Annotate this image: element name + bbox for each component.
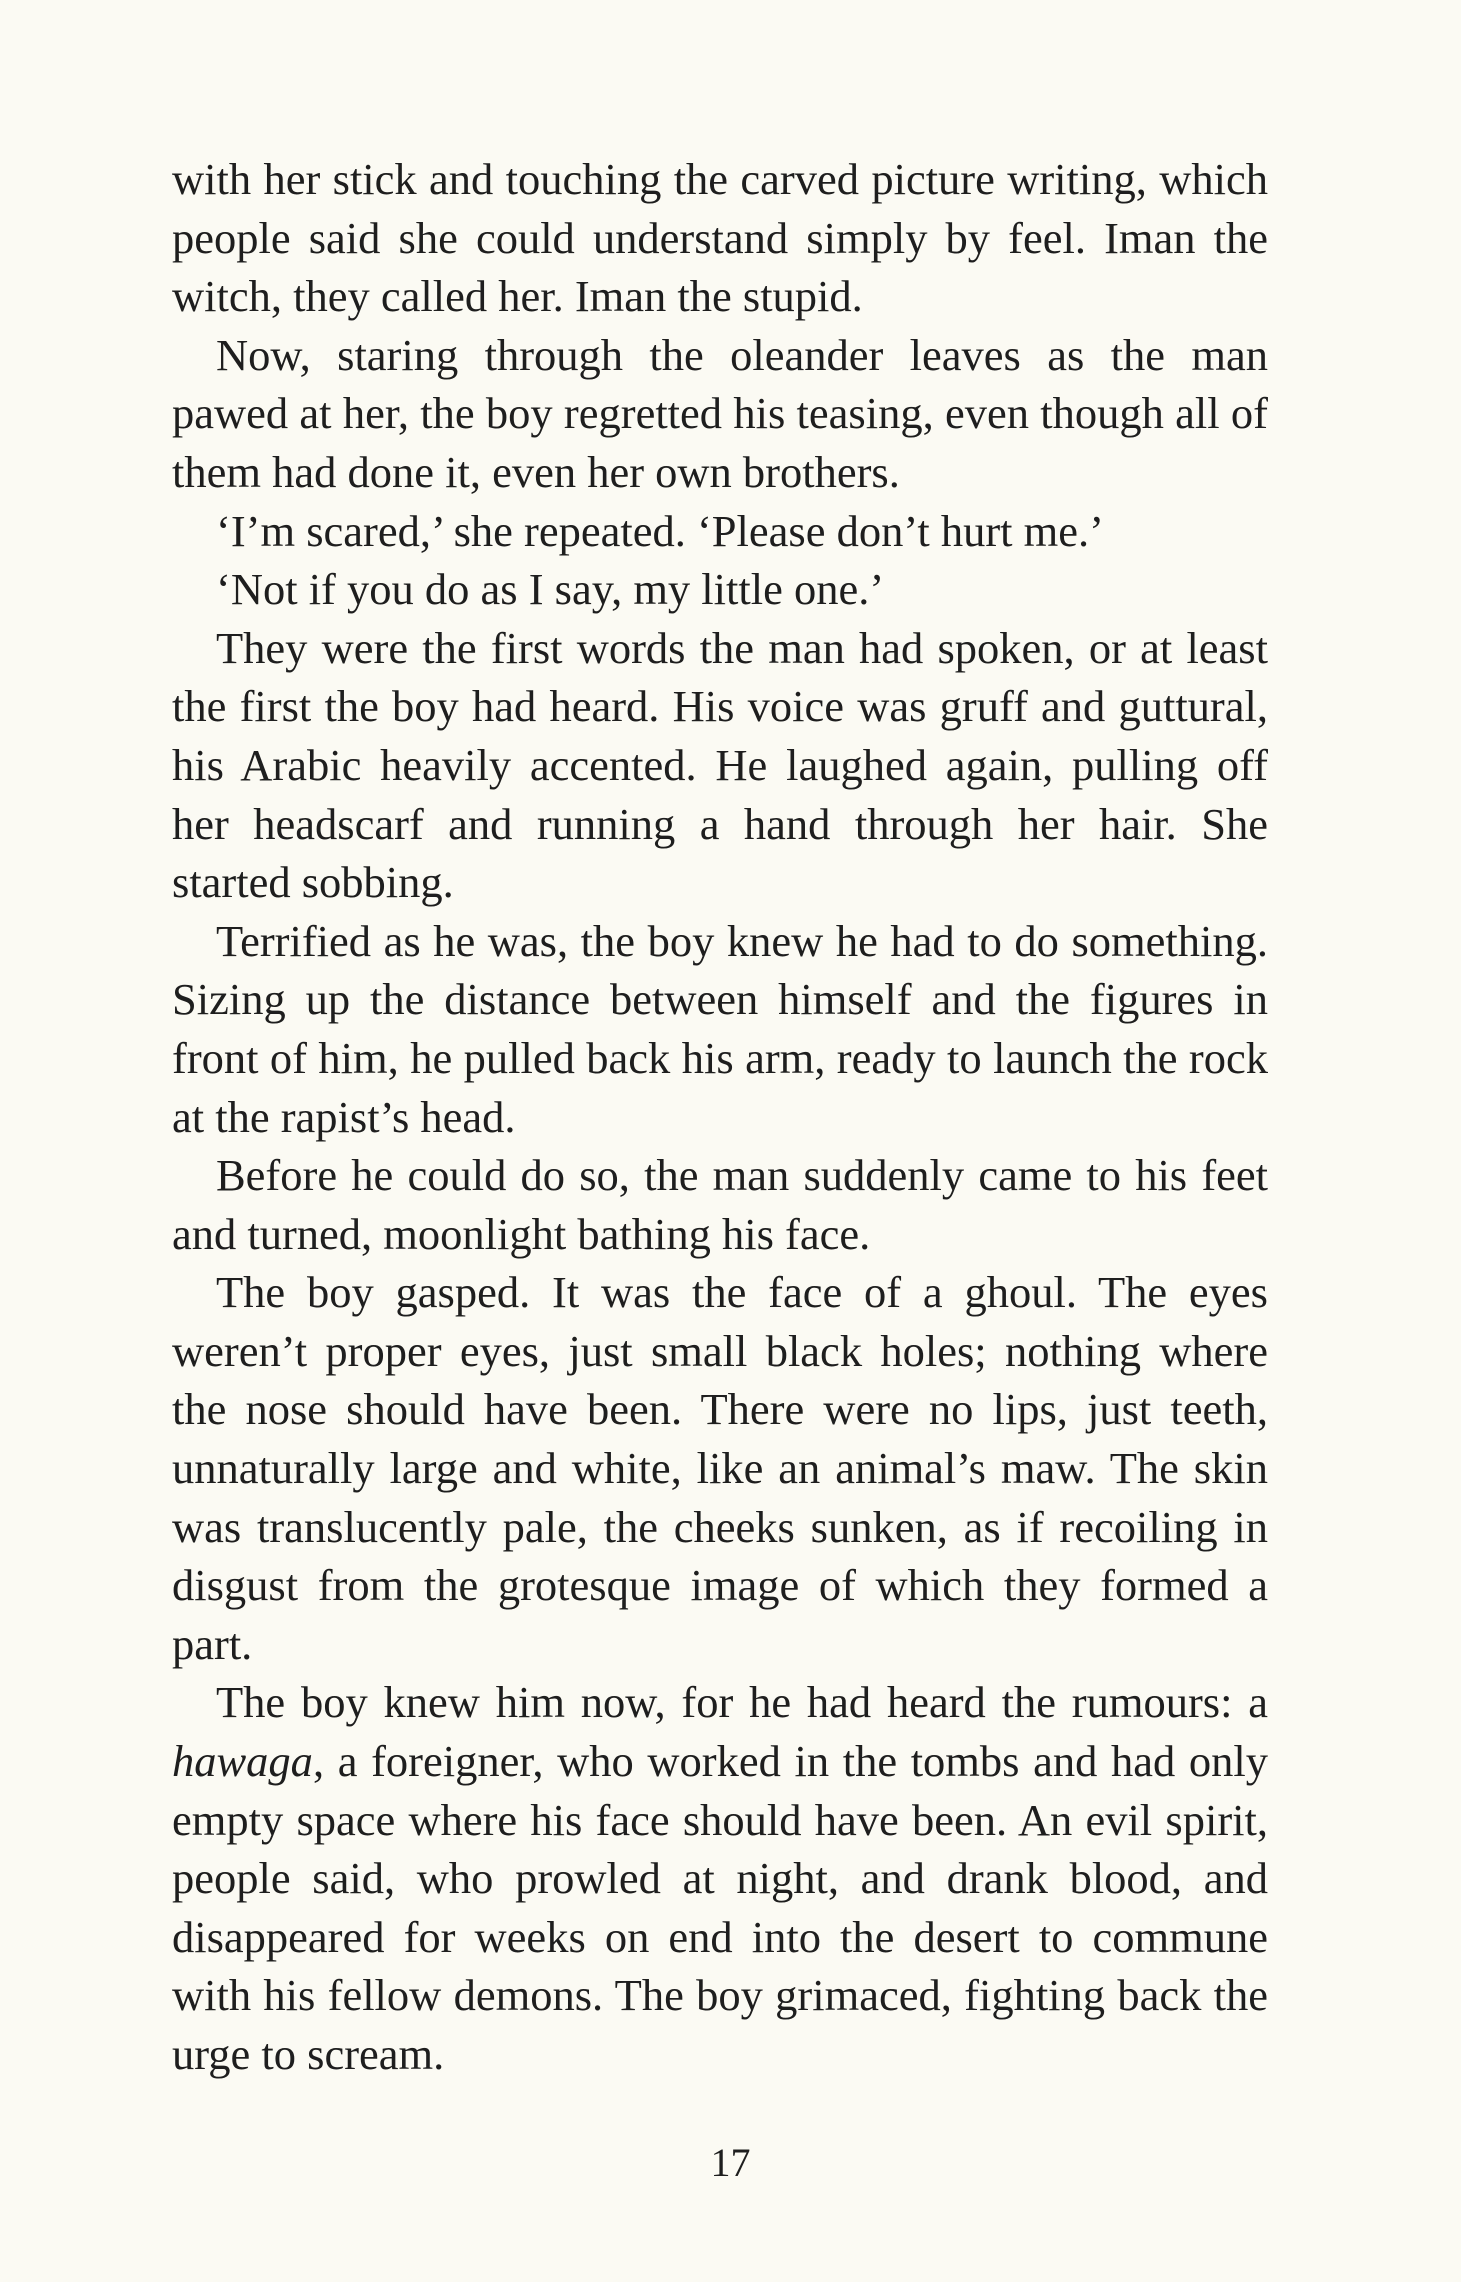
paragraph-9-end: , a foreigner, who worked in the tombs and had only empty space where his face should have been. An evil spirit, people said, who prowled at night, and drank blood, and disappeared for weeks on end into the desert to commune with his fellow demons. The boy grimaced, fighting back the urge to scream. bbox=[172, 1736, 1268, 2079]
body-text bbox=[172, 150, 1268, 2084]
paragraph-9 bbox=[172, 1673, 1268, 2083]
paragraph-5: They were the first words the man had spoken, or at least the first the boy had heard. His voice was gruff and guttural, his Arabic heavily accented. He laughed again, pulling off her headscarf and running a hand through her hair. She started sobbing. bbox=[172, 622, 1268, 908]
paragraph-4: ‘Not if you do as I say, my little one.’ bbox=[216, 564, 885, 615]
paragraph-2: Now, staring through the oleander leaves as the man pawed at her, the boy regretted his teasing, even though all of them had done it, even her own brothers. bbox=[172, 329, 1268, 497]
paragraph-7: Before he could do so, the man suddenly came to his feet and turned, moonlight bathing his face. bbox=[172, 1150, 1268, 1259]
page-number: 17 bbox=[710, 2140, 751, 2185]
paragraph-3: ‘I’m scared,’ she repeated. ‘Please don’t hurt me.’ bbox=[216, 505, 1104, 556]
paragraph-8: The boy gasped. It was the face of a ghoul. The eyes weren’t proper eyes, just small black holes; nothing where the nose should have been. There were no lips, just teeth, unnaturally large and white, like an animal’s maw. The skin was translucently pale, the cheeks sunken, as if recoiling in disgust from the grotesque image of which they formed a part. bbox=[172, 1267, 1268, 1669]
paragraph-1: with her stick and touching the carved picture writing, which people said she could understand simply by feel. Iman the witch, they called her. Iman the stupid. bbox=[172, 154, 1268, 322]
italic-word-hawaga: hawaga bbox=[172, 1736, 313, 1787]
paragraph-6: Terrified as he was, the boy knew he had to do something. Sizing up the distance between himself and the figures in front of him, he pulled back his arm, ready to launch the rock at the rapist’s head. bbox=[172, 915, 1268, 1142]
paragraph-9-start: The boy knew him now, for he had heard the rumours: a bbox=[216, 1677, 1268, 1728]
